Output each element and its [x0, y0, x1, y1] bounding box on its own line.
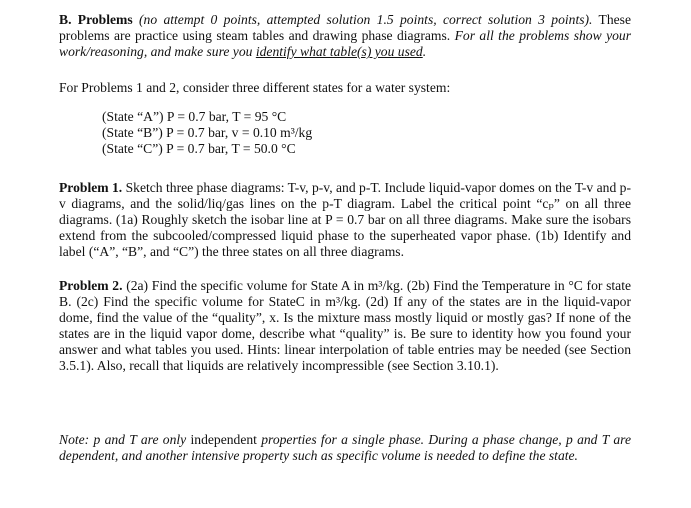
note-middle: independent — [190, 432, 257, 447]
problem-2-text: (2a) Find the specific volume for State A in m³/kg. (2b) Find the Temperature in °C for state B. (2c) Find the specific volume for StateC in m³/kg. (2d) If any of the states are in the liquid-vapor dome, find the value of the “quality”, x. Is the mixture mass mostly liquid or mostly gas? If none of the states are in the liquid vapor dome, describe what “quality” is. Be sure to identity how you found your answer and what tables you used. Hints: linear interpolation of table entries may be needed (see Section 3.5.1). Also, recall that liquids are relatively incompressible (see Section 3.10.1). — [59, 278, 632, 373]
state-c: (State “C”) P = 0.7 bar, T = 50.0 °C — [102, 141, 296, 156]
intro-text — [59, 80, 631, 96]
section-b-points: (no attempt 0 points, attempted solution 1.5 points, correct solution 3 points). — [139, 12, 593, 27]
section-b-underlined: identify what table(s) you used — [255, 44, 423, 59]
note — [59, 432, 631, 464]
section-b-heading: B. Problems — [59, 12, 133, 27]
section-b-header — [59, 12, 631, 60]
problem-1-text: Sketch three phase diagrams: T-v, p-v, and p-T. Include liquid-vapor domes on the T-v and p-v diagrams, and the solid/liq/gas lines on the p-T diagram. Label the critical point “cₚ” on all three diagrams. (1a) Roughly sketch the isobar line at P = 0.7 bar on all three diagrams. Make sure the isobars extend from the subcooled/compressed liquid phase to the superheated vapor phase. (1b) Identify and label (“A”, “B”, and “C”) the three states on all three diagrams. — [59, 180, 631, 259]
section-b-end: . — [422, 44, 427, 59]
section-b-instructions: For all the problems show your work/reasoning, and make sure you — [59, 28, 631, 59]
problem-2 — [59, 278, 631, 374]
state-list — [102, 109, 522, 157]
intro-sentence: For Problems 1 and 2, consider three different states for a water system: — [59, 80, 451, 95]
note-start: Note: p and T are only — [59, 432, 187, 447]
state-b: (State “B”) P = 0.7 bar, v = 0.10 m³/kg — [102, 125, 313, 140]
note-end: properties for a single phase. During a phase change, p and T are dependent, and another intensive property such as specific volume is needed to define the state. — [59, 432, 631, 463]
problem-1 — [59, 180, 631, 260]
problem-2-label: Problem 2. — [59, 278, 123, 293]
section-b-text: These problems are practice using steam tables and drawing phase diagrams. — [59, 12, 631, 43]
state-a: (State “A”) P = 0.7 bar, T = 95 °C — [102, 109, 287, 124]
problem-1-label: Problem 1. — [59, 180, 123, 195]
